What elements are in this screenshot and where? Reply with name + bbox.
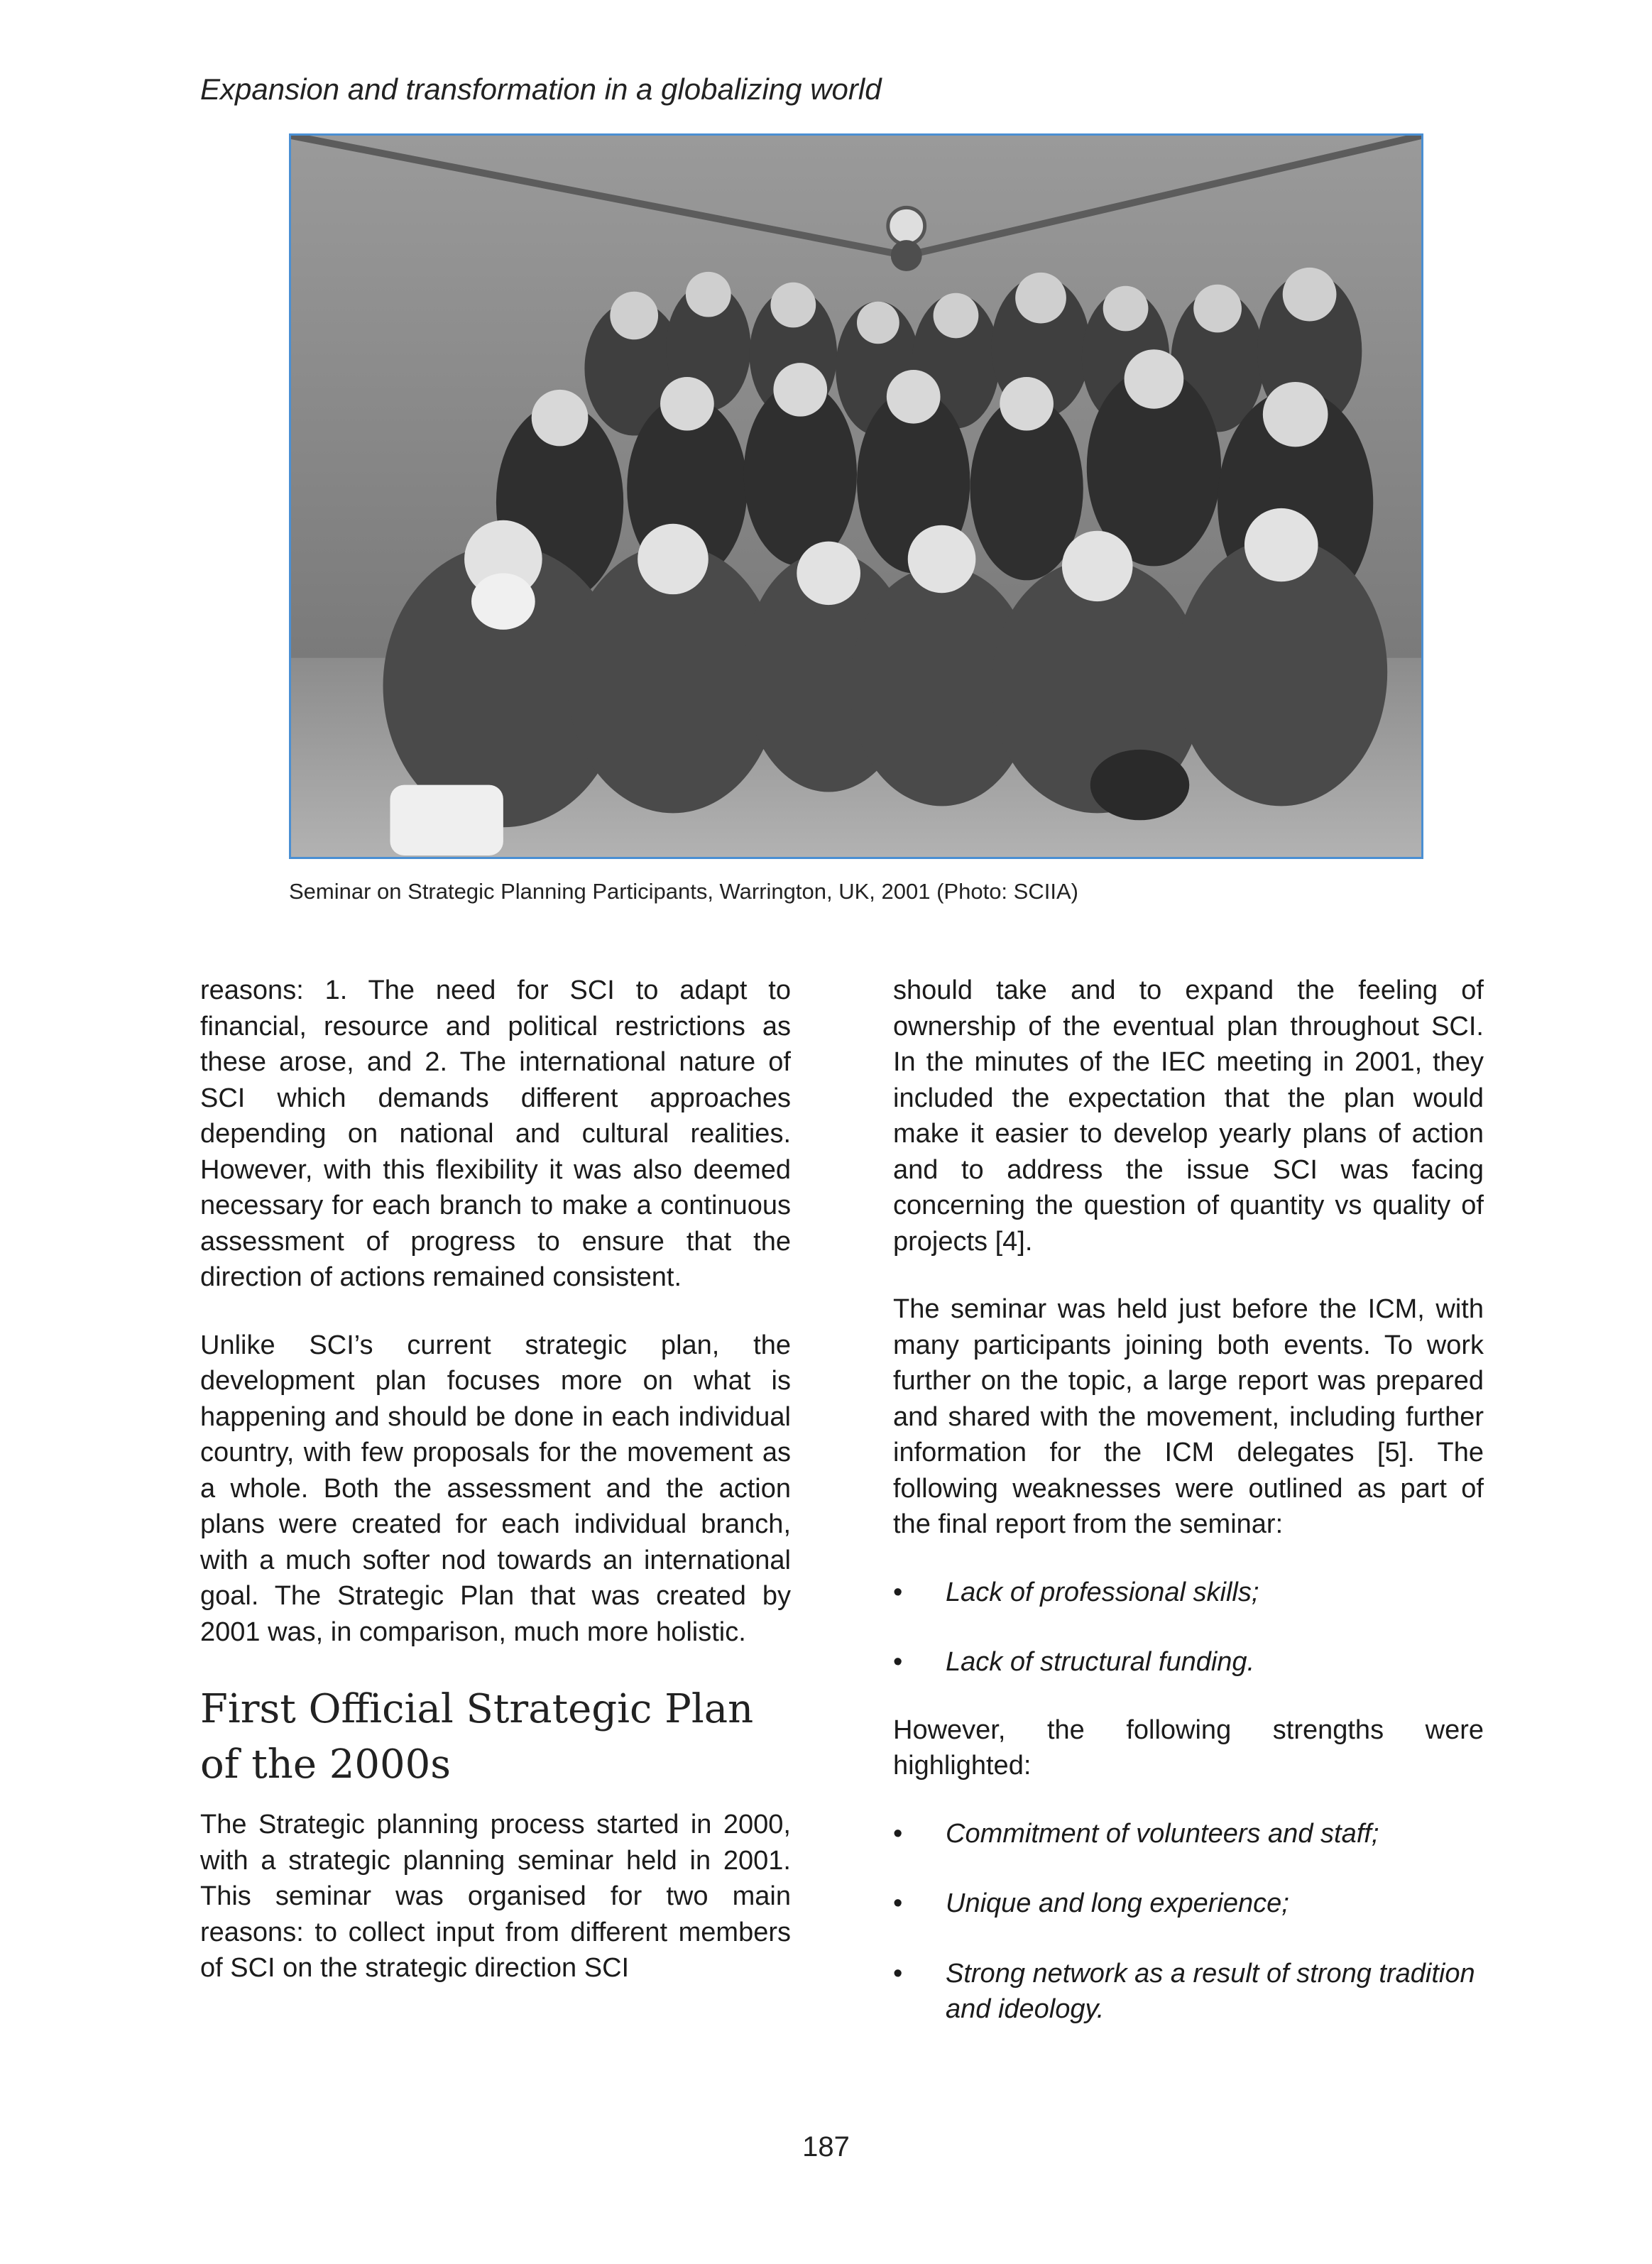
right-column <box>893 973 1484 2060</box>
bullet-icon: • <box>893 1958 903 1989</box>
list-item <box>893 1956 1484 2028</box>
strength-text: Commitment of volunteers and staff; <box>946 1818 1379 1849</box>
right-paragraph-1: should take and to expand the feeling of ownership of the eventual plan throughout SCI. In the minutes of the IEC meeting in 2001, they included the expectation that the plan would make it easier to develop yearly plans of action and to address the issue SCI was facing concerning the question of quantity vs quality of projects [4]. <box>893 975 1484 1257</box>
page-number: 187 <box>802 2131 850 2162</box>
left-paragraph-2: Unlike SCI’s current strategic plan, the development plan focuses more on what is happening and should be done in each individual country, with few proposals for the movement as a whole. Both the assessment and the action plans were created for each individual branch, with a much softer nod towards an international goal. The Strategic Plan that was created by 2001 was, in comparison, much more holistic. <box>200 1330 791 1647</box>
right-paragraph-2: The seminar was held just before the ICM, with many participants joining both events. To work further on the topic, a large report was prepared and shared with the movement, including further information for the ICM delegates [5]. The following weaknesses were outlined as part of the final report from the seminar: <box>893 1294 1484 1539</box>
left-column <box>200 973 791 2018</box>
strength-text: Unique and long experience; <box>946 1888 1289 1918</box>
group-photo <box>289 133 1423 859</box>
list-item <box>893 1575 1484 1611</box>
strength-text: Strong network as a result of strong tradition and ideology. <box>946 1958 1475 2024</box>
list-item <box>893 1816 1484 1852</box>
weaknesses-list <box>893 1575 1484 1680</box>
bullet-icon: • <box>893 1577 903 1607</box>
list-item <box>893 1886 1484 1922</box>
strengths-list <box>893 1816 1484 2028</box>
weakness-text: Lack of professional skills; <box>946 1577 1259 1607</box>
list-item <box>893 1644 1484 1680</box>
left-paragraph-1: reasons: 1. The need for SCI to adapt to financial, resource and political restrictions as these arose, and 2. The international nature of SCI which demands different approaches depending on national and cultural realities. However, with this flexibility it was also deemed necessary for each branch to make a continuous assessment of progress to ensure that the direction of actions remained consistent. <box>200 975 791 1292</box>
running-title: Expansion and transformation in a globalizing world <box>200 72 882 106</box>
right-paragraph-3: However, the following strengths were highlighted: <box>893 1715 1484 1781</box>
weakness-text: Lack of structural funding. <box>946 1647 1255 1677</box>
bullet-icon: • <box>893 1647 903 1677</box>
section-heading: First Official Strategic Plan of the 2000s <box>200 1686 754 1788</box>
left-paragraph-3: The Strategic planning process started in 2000, with a strategic planning seminar held in 2001. This seminar was organised for two main reasons: to collect input from different members of SCI on the strategic direction SCI <box>200 1810 791 1983</box>
bullet-icon: • <box>893 1888 903 1918</box>
bullet-icon: • <box>893 1818 903 1849</box>
photo-caption: Seminar on Strategic Planning Participants, Warrington, UK, 2001 (Photo: SCIIA) <box>289 879 1078 904</box>
